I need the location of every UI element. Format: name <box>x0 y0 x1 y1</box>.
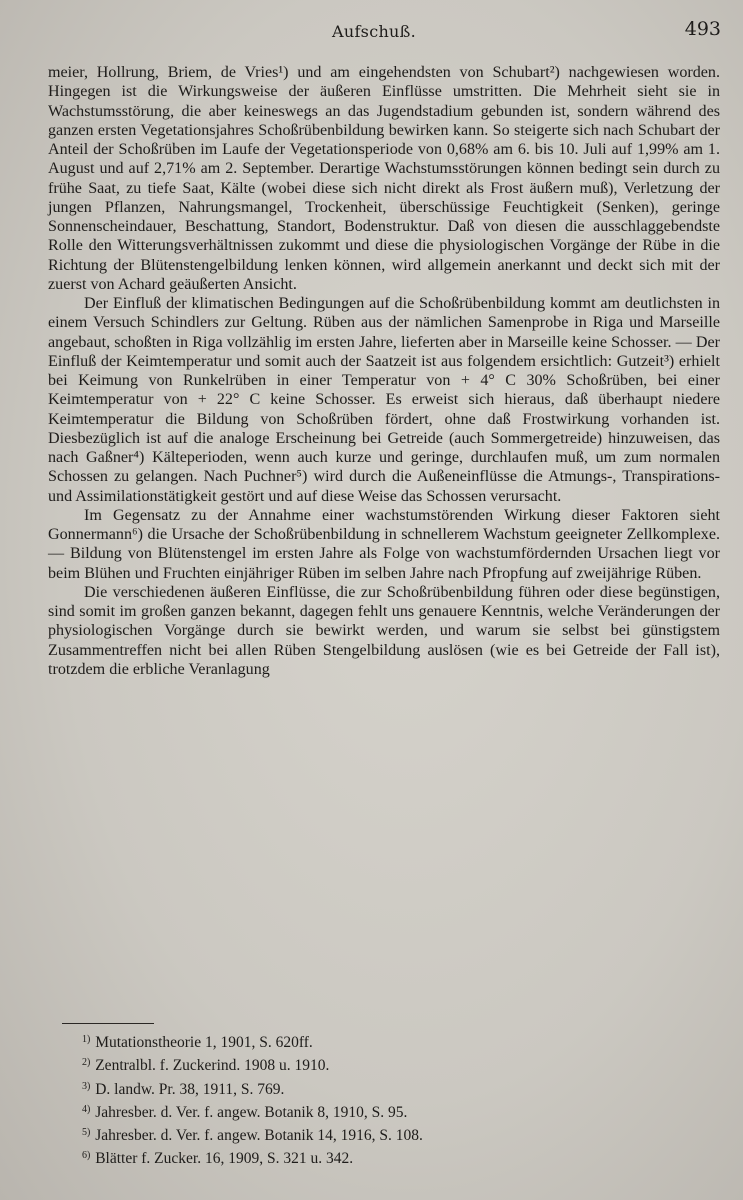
footnote-text: Jahresber. d. Ver. f. angew. Botanik 8, 1910, S. 95. <box>95 1103 408 1121</box>
footnote-text: Mutationstheorie 1, 1901, S. 620ff. <box>95 1034 313 1051</box>
body-text <box>48 63 720 679</box>
footnote-text: Jahresber. d. Ver. f. angew. Botanik 14, 1916, S. 108. <box>95 1127 423 1145</box>
paragraph-continued: meier, Hollrung, Briem, de Vries¹) und am eingehendsten von Schubart²) nachgewiesen worden. Hingegen ist die Wirkungsweise der äußeren Einflüsse umstritten. Die Mehrheit sieht sie in Wachstumsstörung, die aber keineswegs an das Jugendstadium gebunden ist, sondern während des ganzen ersten Vegetationsjahres Schoßrübenbildung bewirken kann. So steigerte sich nach Schubart der Anteil der Schoßrüben im Laufe der Vegetationsperiode von 0,68% am 6. bis 10. Juli auf 1,99% am 1. August und auf 2,71% am 2. September. Derartige Wachstumsstörungen können bedingt sein durch zu frühe Saat, zu tiefe Saat, Kälte (wobei diese sich nicht direkt als Frost äußern muß), Verletzung der jungen Pflanzen, Nahrungsmangel, Trockenheit, überschüssige Feuchtigkeit (Senken), geringe Sonnenscheindauer, Beschattung, Standort, Bodenstruktur. Daß von diesen die ausschlaggebendste Rolle den Witterungsverhältnissen zukommt und diese die physiologischen Vorgänge der Rübe in die Richtung der Blütenstengelbildung lenken können, wird allgemein anerkannt und deckt sich mit der zuerst von Achard geäußerten Ansicht. <box>48 64 720 293</box>
footnote-mark: 3) <box>82 1080 91 1092</box>
footnote-mark: 5) <box>82 1127 91 1139</box>
footnote <box>82 1123 682 1146</box>
footnote <box>82 1030 682 1053</box>
footnote-mark: 6) <box>82 1150 91 1162</box>
running-head: Aufschuß. <box>332 22 417 41</box>
paragraph: Im Gegensatz zu der Annahme einer wachstumstörenden Wirkung dieser Faktoren sieht Gonnermann⁶) die Ursache der Schoßrübenbildung in schnellerem Wachstum geeigneter Zellkomplexe. — Bildung von Blütenstengel im ersten Jahre als Folge von wachstumfördernden Ursachen liegt vor beim Blühen und Fruchten einjähriger Rüben im selben Jahre nach Pfropfung auf zweijährige Rüben. <box>48 506 720 582</box>
footnote-text: Zentralbl. f. Zuckerind. 1908 u. 1910. <box>95 1057 330 1075</box>
page-header <box>0 18 743 48</box>
footnote <box>82 1100 682 1123</box>
footnotes <box>82 1030 682 1170</box>
footnote <box>82 1077 682 1100</box>
paragraph: Die verschiedenen äußeren Einflüsse, die zur Schoßrübenbildung führen oder diese begünstigen, sind somit im großen ganzen bekannt, dagegen fehlt uns genauere Kenntnis, welche Veränderungen der physiologischen Vorgänge durch sie bewirkt werden, und warum sie selbst bei günstigstem Zusammentreffen nicht bei allen Rüben Stengelbildung auslösen (wie es bei Getreide der Fall ist), trotzdem die erbliche Veranlagung <box>48 583 720 678</box>
footnote-rule <box>62 1023 154 1024</box>
footnote-text: Blätter f. Zucker. 16, 1909, S. 321 u. 342. <box>95 1150 354 1168</box>
footnote-mark: 1) <box>82 1034 91 1045</box>
footnote-mark: 4) <box>82 1103 91 1115</box>
footnote-mark: 2) <box>82 1057 91 1069</box>
footnote <box>82 1053 682 1076</box>
page-number: 493 <box>684 18 721 40</box>
paragraph: Der Einfluß der klimatischen Bedingungen auf die Schoßrübenbildung kommt am deutlichsten in einem Versuch Schindlers zur Geltung. Rüben aus der nämlichen Samenprobe in Riga und Marseille angebaut, schoßten in Riga vollzählig im ersten Jahre, lieferten aber in Marseille keine Schosser. — Der Einfluß der Keimtemperatur und somit auch der Saatzeit ist aus folgendem ersichtlich: Gutzeit³) erhielt bei Keimung von Runkelrüben in einer Temperatur von + 4° C 30% Schoßrüben, bei einer Keimtemperatur von + 22° C keine Schosser. Es erweist sich hieraus, daß überhaupt niedere Keimtemperatur die Bildung von Schoßrüben fördert, ohne daß Frostwirkung vorhanden ist. Diesbezüglich ist auf die analoge Erscheinung bei Getreide (auch Sommergetreide) hinzuweisen, das nach Gaßner⁴) Kälteperioden, wenn auch kurze und geringe, durchlaufen muß, um zum normalen Schossen zu gelangen. Nach Puchner⁵) wird durch die Außeneinflüsse die Atmungs-, Transpirations- und Assimilationstätigkeit gestört und auf diese Weise das Schossen verursacht. <box>48 295 720 505</box>
footnote <box>82 1146 682 1169</box>
footnote-text: D. landw. Pr. 38, 1911, S. 769. <box>95 1080 285 1098</box>
